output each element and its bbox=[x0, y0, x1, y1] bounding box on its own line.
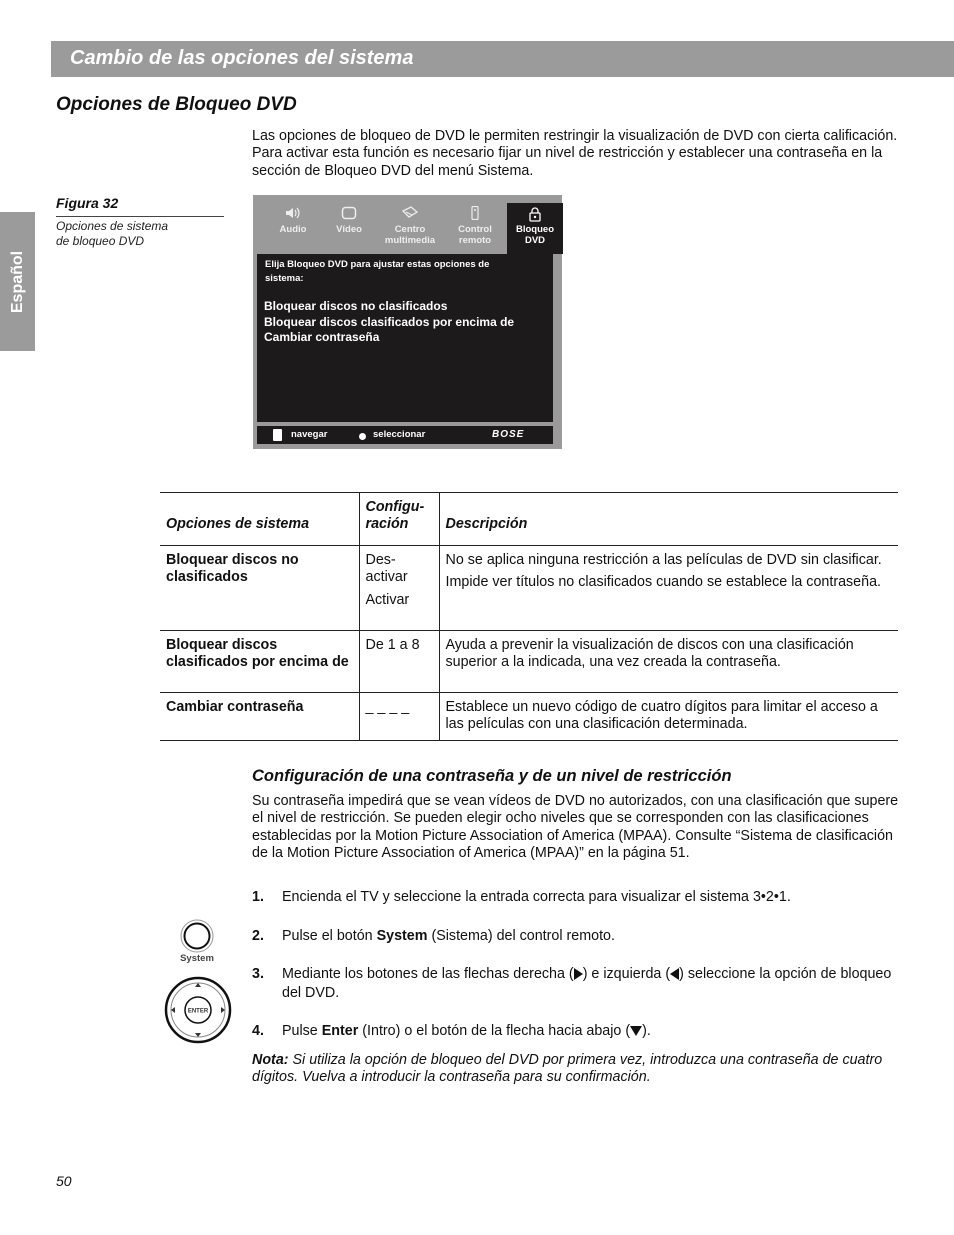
system-button-icon bbox=[178, 919, 216, 969]
menu-tab-label: DVD bbox=[524, 235, 546, 246]
menu-item: Bloquear discos no clasificados bbox=[264, 299, 448, 313]
language-tab bbox=[0, 212, 35, 351]
setting-value: Activar bbox=[365, 591, 410, 608]
step-text-part: ) e izquierda ( bbox=[582, 966, 671, 982]
menu-item: Cambiar contraseña bbox=[264, 330, 380, 344]
system-menu-screenshot bbox=[253, 195, 562, 449]
system-button-label: System bbox=[180, 953, 214, 964]
description-text: Impide ver títulos no clasificados cuando se establece la contraseña. bbox=[445, 574, 882, 591]
section-title: Opciones de Bloqueo DVD bbox=[56, 94, 297, 115]
step-text bbox=[282, 1022, 900, 1041]
setting-value: _ _ _ _ bbox=[365, 698, 410, 715]
header-banner bbox=[51, 41, 954, 77]
navigation-pad-icon bbox=[164, 976, 232, 1044]
navigate-icon bbox=[273, 429, 282, 441]
select-label: seleccionar bbox=[373, 429, 426, 440]
right-arrow-icon bbox=[574, 968, 583, 980]
tv-icon bbox=[341, 206, 357, 220]
step-text-part: Pulse el botón bbox=[282, 928, 377, 944]
bose-logo: BOSE bbox=[492, 429, 525, 440]
option-settings bbox=[359, 630, 439, 692]
media-center-icon bbox=[402, 206, 418, 220]
menu-tab-audio bbox=[265, 203, 321, 255]
step-2 bbox=[252, 927, 900, 946]
option-name: Bloquear discos no clasificados bbox=[160, 545, 359, 630]
table-header: Descripción bbox=[439, 493, 898, 546]
table-row bbox=[160, 545, 898, 630]
step-text-part: Mediante los botones de las flechas derecha ( bbox=[282, 966, 574, 982]
language-tab-label: Español bbox=[8, 250, 26, 313]
menu-prompt: Elija Bloqueo DVD para ajustar estas opciones de sistema: bbox=[265, 259, 490, 284]
banner-title: Cambio de las opciones del sistema bbox=[70, 47, 414, 69]
note-text: Si utiliza la opción de bloqueo del DVD por primera vez, introduzca una contraseña de cuatro dígitos. Vuelva a introducir la contraseña para su confirmación. bbox=[252, 1052, 883, 1086]
left-arrow-icon bbox=[670, 968, 679, 980]
step-text-part: Pulse bbox=[282, 1023, 322, 1039]
step-4 bbox=[252, 1022, 900, 1041]
step-text-part: (Intro) o el botón de la flecha hacia abajo ( bbox=[358, 1023, 631, 1039]
table-header-row bbox=[160, 493, 898, 546]
down-arrow-icon bbox=[630, 1026, 642, 1036]
option-settings bbox=[359, 692, 439, 740]
setting-value: De 1 a 8 bbox=[365, 636, 420, 653]
menu-body bbox=[257, 254, 553, 422]
step-number: 3. bbox=[252, 966, 264, 982]
table-row bbox=[160, 692, 898, 740]
description-text: No se aplica ninguna restricción a las películas de DVD sin clasificar. bbox=[445, 551, 882, 568]
menu-tab-label: remoto bbox=[458, 235, 492, 246]
navigate-label: navegar bbox=[291, 429, 328, 440]
table-row bbox=[160, 630, 898, 692]
step-text-part: (Sistema) del control remoto. bbox=[427, 928, 615, 944]
menu-tab-label: Audio bbox=[279, 224, 307, 235]
option-description bbox=[439, 692, 898, 740]
table-header: Configu-ración bbox=[359, 493, 439, 546]
menu-tab-label: Vídeo bbox=[336, 224, 362, 235]
menu-tab-dvd-lock bbox=[507, 203, 563, 254]
option-description bbox=[439, 545, 898, 630]
step-text bbox=[282, 965, 900, 1003]
option-name: Bloquear discos clasificados por encima de bbox=[160, 630, 359, 692]
menu-tab-label: Control bbox=[458, 224, 492, 235]
figure-label: Figura 32 bbox=[56, 195, 119, 211]
remote-icon bbox=[467, 206, 483, 220]
menu-tab-label: Centro bbox=[394, 224, 426, 235]
figure-caption-line: de bloqueo DVD bbox=[56, 233, 145, 248]
step-text-part: ). bbox=[642, 1023, 651, 1039]
step-number: 2. bbox=[252, 928, 264, 944]
figure-caption-line: Opciones de sistema bbox=[56, 219, 169, 233]
step-number: 4. bbox=[252, 1023, 264, 1039]
step-number: 1. bbox=[252, 889, 264, 905]
step-1 bbox=[252, 888, 900, 907]
step-3 bbox=[252, 965, 900, 1003]
menu-item: Bloquear discos clasificados por encima de bbox=[264, 314, 515, 329]
menu-tab-video bbox=[321, 203, 377, 255]
setting-value: Des-activar bbox=[365, 551, 408, 586]
menu-tab-label: multimedia bbox=[384, 235, 436, 246]
note-paragraph bbox=[252, 1052, 900, 1087]
intro-paragraph: Las opciones de bloqueo de DVD le permiten restringir la visualización de DVD con cierta calificación. Para activar esta función es necesario fijar un nivel de restricción y establecer una contraseña en la sección de Bloqueo DVD del menú Sistema. bbox=[252, 128, 898, 179]
step-text-part: ) seleccione la opción de bloqueo del DVD. bbox=[282, 966, 892, 1001]
enter-button-name: Enter bbox=[321, 1023, 359, 1039]
description-text: Ayuda a prevenir la visualización de discos con una clasificación superior a la indicada, una vez creada la contraseña. bbox=[445, 636, 854, 671]
note-label: Nota: bbox=[252, 1052, 289, 1068]
table-header: Opciones de sistema bbox=[160, 493, 359, 546]
option-description bbox=[439, 630, 898, 692]
enter-button-label: ENTER bbox=[187, 1008, 209, 1015]
system-button-name: System bbox=[376, 928, 428, 944]
figure-caption bbox=[56, 219, 216, 248]
subsection-title: Configuración de una contraseña y de un nivel de restricción bbox=[252, 767, 732, 785]
page-number: 50 bbox=[56, 1173, 72, 1189]
step-text bbox=[282, 927, 900, 946]
menu-tab-media-center bbox=[382, 203, 438, 255]
subsection-paragraph: Su contraseña impedirá que se vean vídeos de DVD no autorizados, con una clasificación que supere el nivel de restricción. Se pueden elegir ocho niveles que se corresponden con las clasificaciones establecidas por la Motion Picture Association of America (MPAA). Consulte “Sistema de clasificación de la Motion Picture Association of America (MPAA)” en la página 51. bbox=[252, 793, 899, 862]
option-settings bbox=[359, 545, 439, 630]
option-name: Cambiar contraseña bbox=[160, 692, 359, 740]
figure-divider bbox=[56, 216, 224, 217]
menu-tab-remote bbox=[447, 203, 503, 255]
speaker-icon bbox=[285, 206, 301, 220]
menu-item-list bbox=[264, 299, 514, 346]
step-text: Encienda el TV y seleccione la entrada correcta para visualizar el sistema 3•2•1. bbox=[282, 889, 791, 905]
description-text: Establece un nuevo código de cuatro dígitos para limitar el acceso a las películas con una clasificación determinada. bbox=[445, 698, 878, 733]
options-table bbox=[160, 492, 898, 741]
select-icon bbox=[359, 433, 366, 440]
menu-footer bbox=[257, 426, 553, 444]
menu-tab-label: Bloqueo bbox=[516, 224, 554, 235]
lock-icon bbox=[527, 206, 543, 222]
